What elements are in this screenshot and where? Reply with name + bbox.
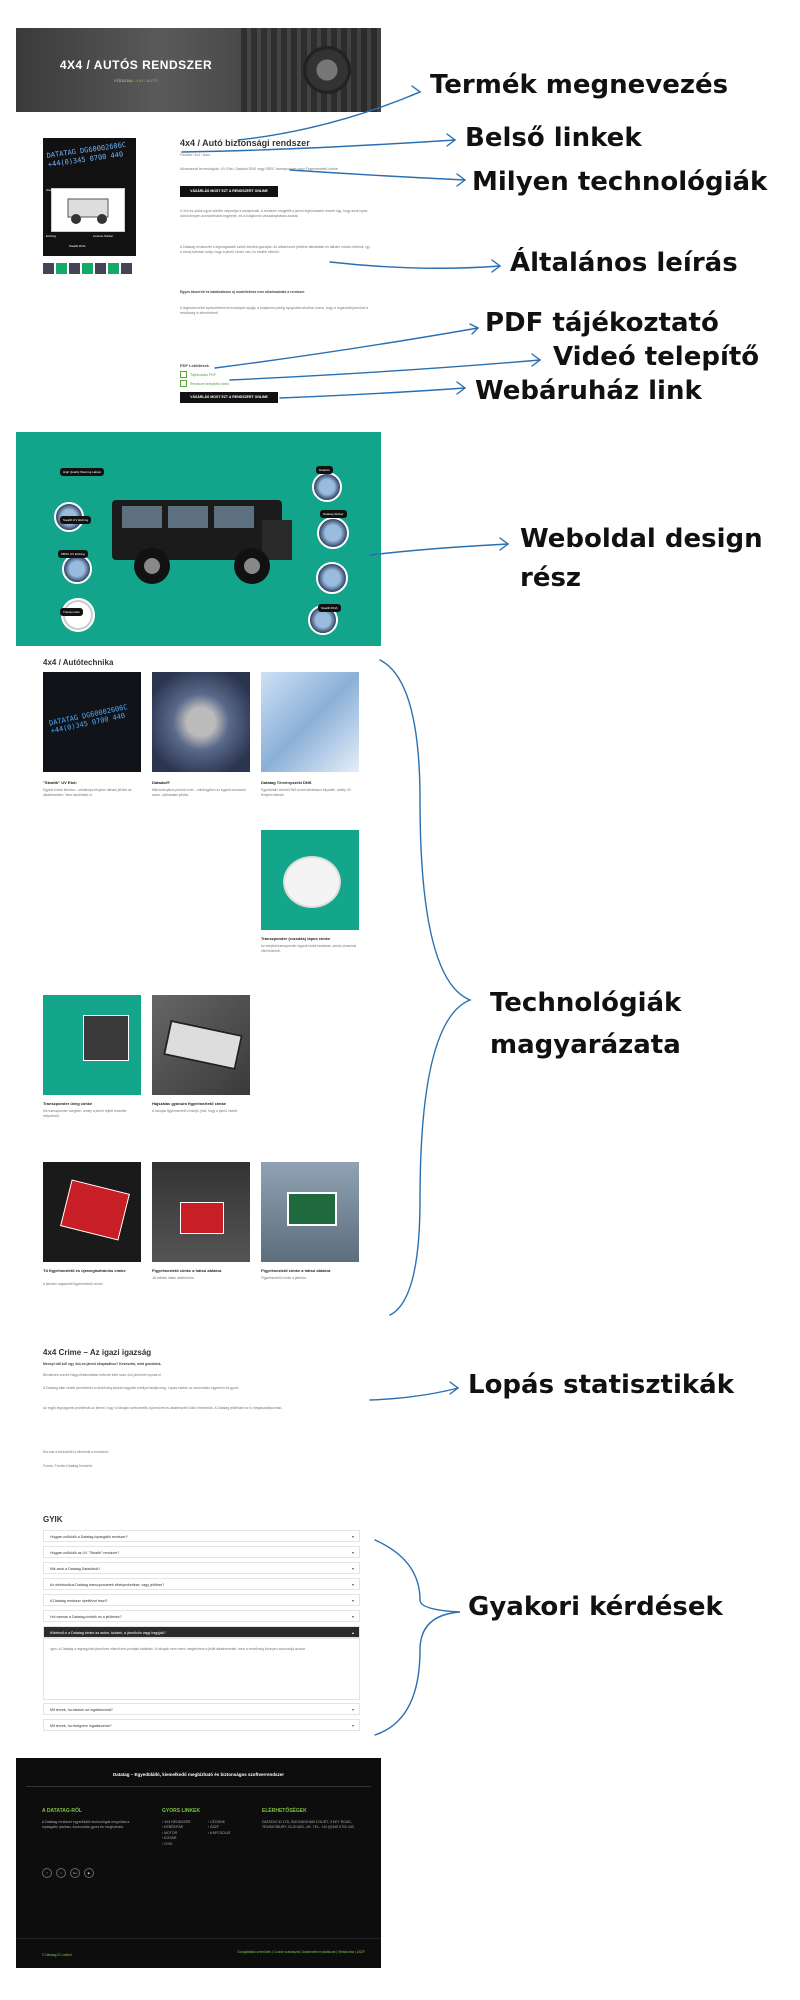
image-label: Stealth Pajzsok [46, 188, 67, 192]
hero-tag: Datatag Sticker [320, 510, 347, 518]
annotation-theft-stats: Lopás statisztikák [468, 1370, 734, 1400]
buy-online-button-2[interactable]: VÁSÁRLÁS MOST EZT A RENDSZERT ONLINE [180, 392, 278, 403]
tech-tile-transponder-flat[interactable] [261, 830, 359, 930]
product-title: 4x4 / Autó biztonsági rendszer [180, 138, 310, 148]
footer-tagline: Datatag – Egyedülálló, kiemelkedő megbízható és biztonságos szoftverrendszer [112, 1772, 285, 1777]
brace-technologies [380, 660, 470, 1315]
faq-item[interactable] [43, 1562, 360, 1574]
google-plus-icon[interactable]: G+ [70, 1868, 80, 1878]
defender-car-illustration [102, 470, 302, 590]
arrow-webshop [280, 388, 465, 398]
hero-tag: Stealth DNA [318, 604, 341, 612]
banner-spare-wheel [303, 46, 351, 94]
crime-title: 4x4 Crime – Az igazi igazság [43, 1348, 152, 1357]
arrow-theft-stats [370, 1388, 458, 1400]
tech-tile-title: Figyelmeztető címke a hátsó ablakra [261, 1268, 331, 1273]
crime-paragraph: Az egyik legnagyobb problémát az jelenti, hogy a tolvajok szétszerelik a járművet és alkatrészeit külön értékesítik. A Datatag jelöléssel ez is megakadályozható. [43, 1406, 283, 1410]
tech-tile-datadot[interactable] [152, 672, 250, 772]
footer-bottom-links[interactable]: Szolgáltatási szerződés | Cookie szabályzat | Adatvédelmi nyilatkozat | Webáruház | ÁSZF [237, 1950, 365, 1954]
footer-link[interactable]: › GYIK [162, 1841, 173, 1846]
arrow-head [470, 324, 478, 334]
annotation-web-design: Weboldal design [520, 524, 763, 554]
product-image-code: DATATAG DG60002606C +44(0)345 0700 440 [46, 140, 127, 169]
social-links [42, 1868, 94, 1878]
chevron-down-icon: ▾ [351, 1614, 354, 1619]
footer-about-text: A Datatag rendszer egyedülálló technológiai megoldás a lopásgátló iparban. Azonosítás gyors és megbízható. [42, 1820, 130, 1830]
faq-question: Kötelező-e a Datatag címke az autón, tudatni, a járművön vagy hagyják? [50, 1631, 166, 1635]
annotation-video-install: Videó telepítő [553, 342, 760, 372]
annotation-product-name: Termék megnevezés [430, 70, 729, 100]
footer-copyright: © Datatag ID Limited [42, 1953, 72, 1957]
annotation-tech-explain-2: magyarázata [490, 1030, 681, 1060]
footer-contact-text: DATATAG ID LTD, BUCKINGHAM COURT, 3 KEY ROAD, TEWKESBURY, GL20 8ZD, UK. TEL: +44 (0)345 0700 440 [262, 1820, 354, 1830]
footer-links-col2 [208, 1820, 231, 1836]
arrow-head [500, 538, 508, 550]
faq-question: Hogyan működik az UV "Stealth" rendszer? [50, 1551, 120, 1555]
hero-tag: Transponder [60, 608, 83, 616]
annotation-tech-explain: Technológiák [490, 988, 682, 1018]
arrow-head [447, 134, 455, 146]
footer-bottom-bar [16, 1938, 381, 1969]
hero-tag: High Quality Warning Labels [60, 468, 104, 476]
breadcrumb-current: / 4X4 / AUTÓ [134, 78, 158, 83]
image-label: Stealth DNA [69, 244, 86, 248]
thumbnail[interactable] [108, 263, 119, 274]
tech-tile-uv-etch[interactable] [43, 672, 141, 772]
faq-question: A Datatag rendszer ripetitívvé teszi? [50, 1599, 108, 1603]
annotation-technologies: Milyen technológiák [472, 167, 768, 197]
tech-tile-title: Transzponder üveg címke [43, 1101, 93, 1106]
twitter-icon[interactable]: t [56, 1868, 66, 1878]
faq-item[interactable] [43, 1594, 360, 1606]
glass-transponder-inset [83, 1015, 129, 1061]
site-footer [16, 1758, 381, 1968]
hero-design [16, 432, 381, 646]
red-warning-label [60, 1179, 130, 1240]
tech-tile-title: Datadot® [152, 780, 170, 785]
thumbnail[interactable] [69, 263, 80, 274]
faq-item[interactable] [43, 1578, 360, 1590]
image-label: Etching [46, 234, 57, 238]
annotation-faq: Gyakori kérdések [468, 1592, 723, 1622]
annotation-general-description: Általános leírás [510, 248, 738, 278]
tech-tile-desc: Figyelmeztető címke a járműre. [261, 1276, 307, 1280]
tech-tile-title: Tű figyelmeztető és újraregisztrációs címke [43, 1268, 126, 1273]
footer-divider [26, 1786, 371, 1787]
faq-answer: Igen, a Datatag a legnagyobb járművek ellenőrzési pontjain található. A tolvajok nem merik megérinteni a jelölt alkatrészeket, mert a rendőrség könnyen azonosítja azokat. [43, 1638, 360, 1700]
warning-badge [163, 1020, 243, 1071]
tech-tile-reregistration[interactable] [43, 1162, 141, 1262]
product-breadcrumb[interactable]: Főoldal / 4x4 / Autó [180, 153, 210, 157]
tech-tile-dns[interactable] [261, 672, 359, 772]
annotation-webshop-link: Webáruház link [475, 376, 702, 406]
chevron-down-icon: ▾ [351, 1598, 354, 1603]
crime-paragraph: A Datatag által védett járműveket a rendőrség sokkal nagyobb eséllyel találja meg. Lopás esetén az azonosítás egyszerű és gyors. [43, 1386, 240, 1390]
hero-tag: Datadot [316, 466, 333, 474]
breadcrumb-home[interactable]: FŐOLDAL [114, 78, 133, 83]
chevron-down-icon: ▾ [351, 1707, 354, 1712]
faq-question: Mit tervek, ha elvégzem ingatlanomat? [50, 1724, 112, 1728]
window-sticker [287, 1192, 337, 1226]
footer-link[interactable]: › KOSÁR [162, 1836, 177, 1841]
tech-tile-title: Datatag Térvényszéki DNS [261, 780, 312, 785]
footer-link[interactable]: › MOTOR [162, 1830, 178, 1835]
youtube-icon[interactable]: ▶ [84, 1868, 94, 1878]
video-file-label: Rendszer telepítési videó [190, 381, 230, 386]
product-image[interactable] [43, 138, 136, 256]
annotation-internal-links: Belső linkek [465, 123, 642, 153]
product-paragraph: A 4x4-es autók egyre sűrűbb célpontjai a tolvajoknak. A rendszer megjelöli a jármű legfontosabb részeit úgy, hogy azok lopás után könnyen azonosíthatók legyenek, és a tulajdonos visszakaphassa azokat. [180, 209, 368, 219]
footer-about-title: A DATATAG-RÓL [42, 1808, 82, 1814]
tech-section-title: 4x4 / Autótechnika [43, 658, 114, 667]
arrow-pdf [215, 328, 478, 368]
product-paragraph: A Datatag rendszerét a legmagasabb szintű tesztek igazolják. Az alkatrészek jelölése láthatatlan és látható módon történik, így a tolvaj biztosan tudja, hogy a jármű védve van, és inkább elkerüli. [180, 245, 370, 255]
crime-paragraph: Ma már a biztosítók is elismerik a rendszert. [43, 1450, 110, 1454]
faq-item[interactable] [43, 1719, 360, 1731]
hero-tag: SBSC UV Etching [58, 550, 88, 558]
thumbnail[interactable] [56, 263, 67, 274]
tech-tile-desc: Kis transzponder üvegben, amely a jármű rejtett részeibe helyezhető. [43, 1109, 127, 1118]
faq-title: GYIK [43, 1515, 63, 1524]
chevron-down-icon: ▾ [351, 1582, 354, 1587]
faq-question: Mit tervek, ha eladom az ingatlanomat? [50, 1708, 113, 1712]
thumbnail[interactable] [43, 263, 54, 274]
image-label: Sticker Warnoknob [81, 188, 107, 192]
faq-question: Az elektronikus Datatag transzponderek elhelyezkedése, vagy jelölése? [50, 1583, 165, 1587]
arrow-head [457, 174, 465, 186]
uv-etch-code: DATATAG DG60002606C +44(0)345 0700 440 [48, 703, 129, 736]
faq-item[interactable] [43, 1703, 360, 1715]
crime-paragraph: Becslések szerint Nagy-Britanniában hetente több száz 4x4 járművet lopnak el. [43, 1373, 162, 1377]
tech-tile-title: Hajszálas gyanúra figyelmeztető címke [152, 1101, 227, 1106]
annotation-pdf-info: PDF tájékoztató [485, 308, 719, 338]
brace-faq [375, 1540, 460, 1735]
thumbnail[interactable] [95, 263, 106, 274]
crime-source: Forrás: Fordító Datatag felmérés [43, 1464, 93, 1468]
footer-link[interactable]: › KERÉKPÁR [162, 1825, 184, 1830]
hero-tag: Stealth UV Etching [60, 516, 91, 524]
faq-question: Hol vannak a Datatag címkék és a jelölések? [50, 1615, 122, 1619]
faq-item[interactable] [43, 1546, 360, 1558]
product-image-diagram [51, 188, 125, 232]
footer-link[interactable]: › ÁSZF [208, 1825, 220, 1830]
tech-tile-desc: Egyedülálló kémiai DNS-kódot tartalmazó folyadék, amely UV fényben látható. [261, 788, 352, 797]
footer-link[interactable]: › KAPCSOLAT [208, 1830, 231, 1835]
video-install-link[interactable] [180, 380, 229, 387]
banner-breadcrumb [16, 78, 256, 83]
footer-link[interactable]: › CÉGÜNK [208, 1820, 226, 1824]
thumbnail[interactable] [82, 263, 93, 274]
chevron-down-icon: ▾ [351, 1566, 354, 1571]
pdf-file-label: Tájékoztató PDF [190, 372, 217, 377]
faq-question: Mik azok a Datatag Datadotok? [50, 1567, 101, 1571]
tech-tile-rear-window-2[interactable] [261, 1162, 359, 1262]
tech-tile-desc: Mikroszkopikus pontok ezrei – mindegyiken az egyedi azonosító szám. Láthatatlan jelölés. [152, 788, 246, 797]
buy-online-button[interactable]: VÁSÁRLÁS MOST EZT A RENDSZERT ONLINE [180, 186, 278, 197]
faq-item[interactable] [43, 1610, 360, 1622]
tech-tile-title: "Stealth" UV Etch [43, 780, 77, 785]
tech-tile-title: Figyelmeztető címke a hátsó ablakra [152, 1268, 222, 1273]
thumbnail[interactable] [121, 263, 132, 274]
tech-tile-transponder-glass[interactable] [43, 995, 141, 1095]
arrow-head [457, 382, 465, 394]
chevron-down-icon: ▾ [351, 1550, 354, 1555]
footer-contact-title: ELÉRHETŐSÉGEK [262, 1808, 307, 1814]
facebook-icon[interactable]: f [42, 1868, 52, 1878]
feature-bubble [312, 472, 342, 502]
page-banner [16, 28, 381, 112]
tech-tile-desc: Jól látható hátsó ablakcímke. [152, 1276, 195, 1280]
product-paragraph: Egyes átszerelt és katalizátoros új modellekhez nem alkalmazható a rendszer. [180, 290, 306, 294]
faq-question: Hogyan működik a Datatag lopásgátló rendszer? [50, 1535, 128, 1539]
feature-bubble [316, 562, 348, 594]
feature-bubble [62, 554, 92, 584]
arrow-head [410, 86, 420, 96]
arrow-head [450, 1382, 458, 1394]
annotation-web-design-part: rész [520, 563, 582, 593]
pdf-downloads-label: PDF Letöltések [180, 363, 209, 368]
window-sticker [180, 1202, 224, 1234]
arrow-head [492, 260, 500, 272]
tech-tile-desc: Az elrejtett transzponder egyedi kódot tartalmaz, amely olvasóval ellenőrizhető. [261, 944, 357, 953]
product-thumbnails [43, 263, 132, 274]
pdf-download-link[interactable] [180, 371, 216, 378]
chevron-down-icon: ▾ [351, 1534, 354, 1539]
faq-item[interactable] [43, 1530, 360, 1542]
footer-link[interactable]: › 4X4 RENDSZER [162, 1820, 191, 1824]
pdf-icon [180, 371, 187, 378]
tech-tile-desc: Egyedi kódok beírása – ultraibolya fényben látható jelölés az alkatrészeken. Nem távolítható el. [43, 788, 132, 797]
banner-title: 4X4 / AUTÓS RENDSZER [59, 58, 213, 72]
transponder-disc [283, 856, 341, 908]
tech-tile-rear-window[interactable] [152, 1162, 250, 1262]
video-icon [180, 380, 187, 387]
feature-bubble [317, 517, 349, 549]
tech-tile-hair-warning[interactable] [152, 995, 250, 1095]
arrow-web-design [370, 544, 508, 555]
product-tech-line: Alkalmazott technológiák: UV Etch, Datadot DNS vagy SBSC transzponder vagy Figyelmeztető címke [180, 167, 338, 171]
footer-links-title: GYORS LINKEK [162, 1808, 201, 1814]
tech-tile-desc: A tolvajok figyelmeztető címkéje, jelzi, hogy a jármű védett. [152, 1109, 238, 1113]
crime-lead: Mennyi idő kell egy 4x4-es jármű ellopásához? Kevesebb, mint gondolná. [43, 1362, 162, 1366]
tech-tile-desc: A járműre ragasztott figyelmeztető címke. [43, 1282, 104, 1286]
arrow-description [330, 262, 500, 268]
faq-item-open[interactable] [43, 1626, 360, 1638]
chevron-up-icon: ▴ [351, 1630, 354, 1635]
arrow-head [532, 354, 540, 366]
product-paragraph: A legmodernebb lopásvédelmi technológiát nyújtja, a tulajdonos pedig nyugodtan aludhat, tudva, hogy a regisztrált járművet a rendőrség is ellenőrizheti. [180, 306, 369, 316]
image-label: Licence Sticker [93, 234, 114, 238]
chevron-down-icon: ▾ [351, 1723, 354, 1728]
footer-links-col1 [162, 1820, 191, 1847]
tech-tile-title: Transzponder (rozsdás) lapos címke [261, 936, 331, 941]
